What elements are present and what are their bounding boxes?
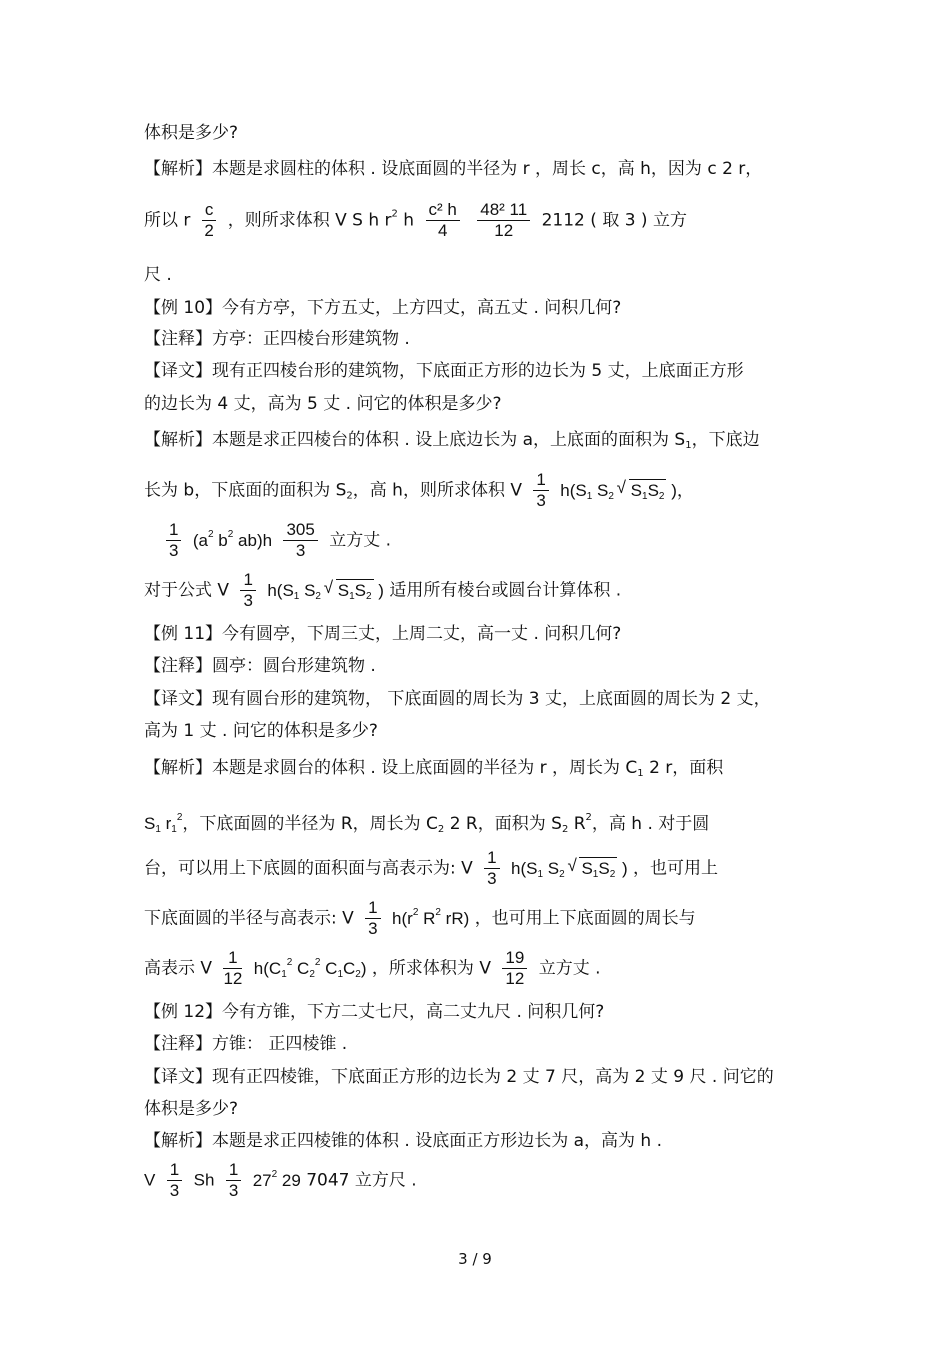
text-span: 所以 r bbox=[144, 210, 191, 231]
formula-line: $S_1$ $r_1^2$，下底面圆的半径为 R，周长为 $C_2$ 2 R，面积为 $S_2$ $R^2$，高 h . 对于圆 bbox=[144, 812, 710, 835]
text-line: 【解析】本题是求正四棱台的体积 . 设上底边长为 a，上底面的面积为 $S_1$，下底边 bbox=[144, 430, 760, 451]
text-line: 【例 11】今有圆亭，下周三丈，上周二丈，高一丈 . 问积几何? bbox=[144, 624, 622, 644]
page-number: 3 / 9 bbox=[458, 1250, 492, 1268]
formula-line: 台，可以用上下底圆的面积面与高表示为: V $\frac{1}{3}$ $h(S_1$ $S_2$ √ $S_1S_2$ ) ，也可用上 bbox=[144, 848, 718, 889]
fraction: $\frac{\text{c² h}}{4}$ bbox=[426, 200, 460, 241]
formula-line: $\frac{1}{3}$ ($a^2$ $b^2$ ab)h $\frac{305}{3}$ 立方丈 . bbox=[160, 520, 391, 561]
fraction: $\frac{1}{3}$ bbox=[240, 570, 255, 611]
formula-line: V $\frac{1}{3}$ Sh $\frac{1}{3}$ $27^2$ 29 7047 立方尺 . bbox=[144, 1160, 417, 1200]
text-line: 的边长为 4 丈，高为 5 丈 . 问它的体积是多少? bbox=[144, 394, 502, 414]
text-line: 【译文】现有正四棱锥，下底面正方形的边长为 2 丈 7 尺，高为 2 丈 9 尺 . 问它的 bbox=[144, 1067, 774, 1087]
fraction: $\frac{305}{3}$ bbox=[283, 520, 317, 561]
text-line: 【解析】本题是求圆柱的体积 . 设底面圆的半径为 r ，周长 c，高 h，因为 c 2 r， bbox=[144, 159, 763, 179]
fraction: $\frac{\text{48² 11}}{12}$ bbox=[477, 200, 530, 241]
text-line: 尺 . bbox=[144, 265, 172, 285]
fraction: $\frac{1}{3}$ bbox=[484, 848, 499, 889]
text-line: 【注释】圆亭：圆台形建筑物 . bbox=[144, 656, 376, 676]
formula-line: 所以 r $\frac{c}{2}$ ，则所求体积 V S h $r^2$ h $\frac{\text{c² h}}{4}$ $\frac{\text{48² 11}}{12}$ 2112 ( 取 3 ) 立方 bbox=[144, 200, 687, 240]
fraction: $\frac{1}{3}$ bbox=[167, 1160, 182, 1201]
formula-line: 长为 b，下底面的面积为 $S_2$，高 h，则所求体积 V $\frac{1}{3}$ $h(S_1$ $S_2$ √ $S_1S_2$ )， bbox=[144, 470, 694, 511]
text-line: 【解析】本题是求正四棱锥的体积 . 设底面正方形边长为 a，高为 h . bbox=[144, 1131, 663, 1151]
text-line: 体积是多少? bbox=[144, 1099, 239, 1119]
fraction: $\frac{1}{3}$ bbox=[365, 898, 380, 939]
formula-line: 高表示 V $\frac{1}{12}$ $h(C_1^2$ $C_2^2$ $C_1C_2$) ，所求体积为 V $\frac{19}{12}$ 立方丈 . bbox=[144, 948, 601, 988]
text-line: 【例 12】今有方锥，下方二丈七尺，高二丈九尺 . 问积几何? bbox=[144, 1002, 605, 1022]
formula-line: 下底面圆的半径与高表示: V $\frac{1}{3}$ $h(r^2$ $R^2$ rR) ，也可用上下底面圆的周长与 bbox=[144, 898, 696, 938]
text-line: 体积是多少? bbox=[144, 123, 239, 143]
text-line: 【例 10】今有方亭，下方五丈，上方四丈，高五丈 . 问积几何? bbox=[144, 298, 622, 318]
fraction: $\frac{1}{12}$ bbox=[223, 948, 243, 988]
text-line: 【注释】方锥： 正四棱锥 . bbox=[144, 1034, 348, 1054]
text-line: 【解析】本题是求圆台的体积 . 设上底面圆的半径为 r ，周长为 $C_1$ 2 r，面积 bbox=[144, 758, 724, 779]
fraction: $\frac{1}{3}$ bbox=[533, 470, 548, 511]
text-line: 高为 1 丈 . 问它的体积是多少? bbox=[144, 721, 378, 741]
text-line: 【注释】方亭：正四棱台形建筑物 . bbox=[144, 329, 410, 349]
text-span: 2112 ( 取 3 ) 立方 bbox=[541, 210, 687, 231]
fraction: $\frac{c}{2}$ bbox=[202, 200, 217, 241]
text-line: 【译文】现有圆台形的建筑物， 下底面圆的周长为 3 丈，上底面圆的周长为 2 丈， bbox=[144, 689, 771, 709]
fraction: $\frac{19}{12}$ bbox=[502, 948, 527, 989]
text-span: ，则所求体积 V S h r bbox=[227, 210, 392, 231]
text-line: 【译文】现有正四棱台形的建筑物，下底面正方形的边长为 5 丈，上底面正方形 bbox=[144, 361, 744, 381]
fraction: $\frac{1}{3}$ bbox=[166, 520, 181, 561]
formula-line: 对于公式 V $\frac{1}{3}$ $h(S_1$ $S_2$ √ $S_1S_2$ ) 适用所有棱台或圆台计算体积 . bbox=[144, 570, 621, 611]
fraction: $\frac{1}{3}$ bbox=[226, 1160, 241, 1201]
